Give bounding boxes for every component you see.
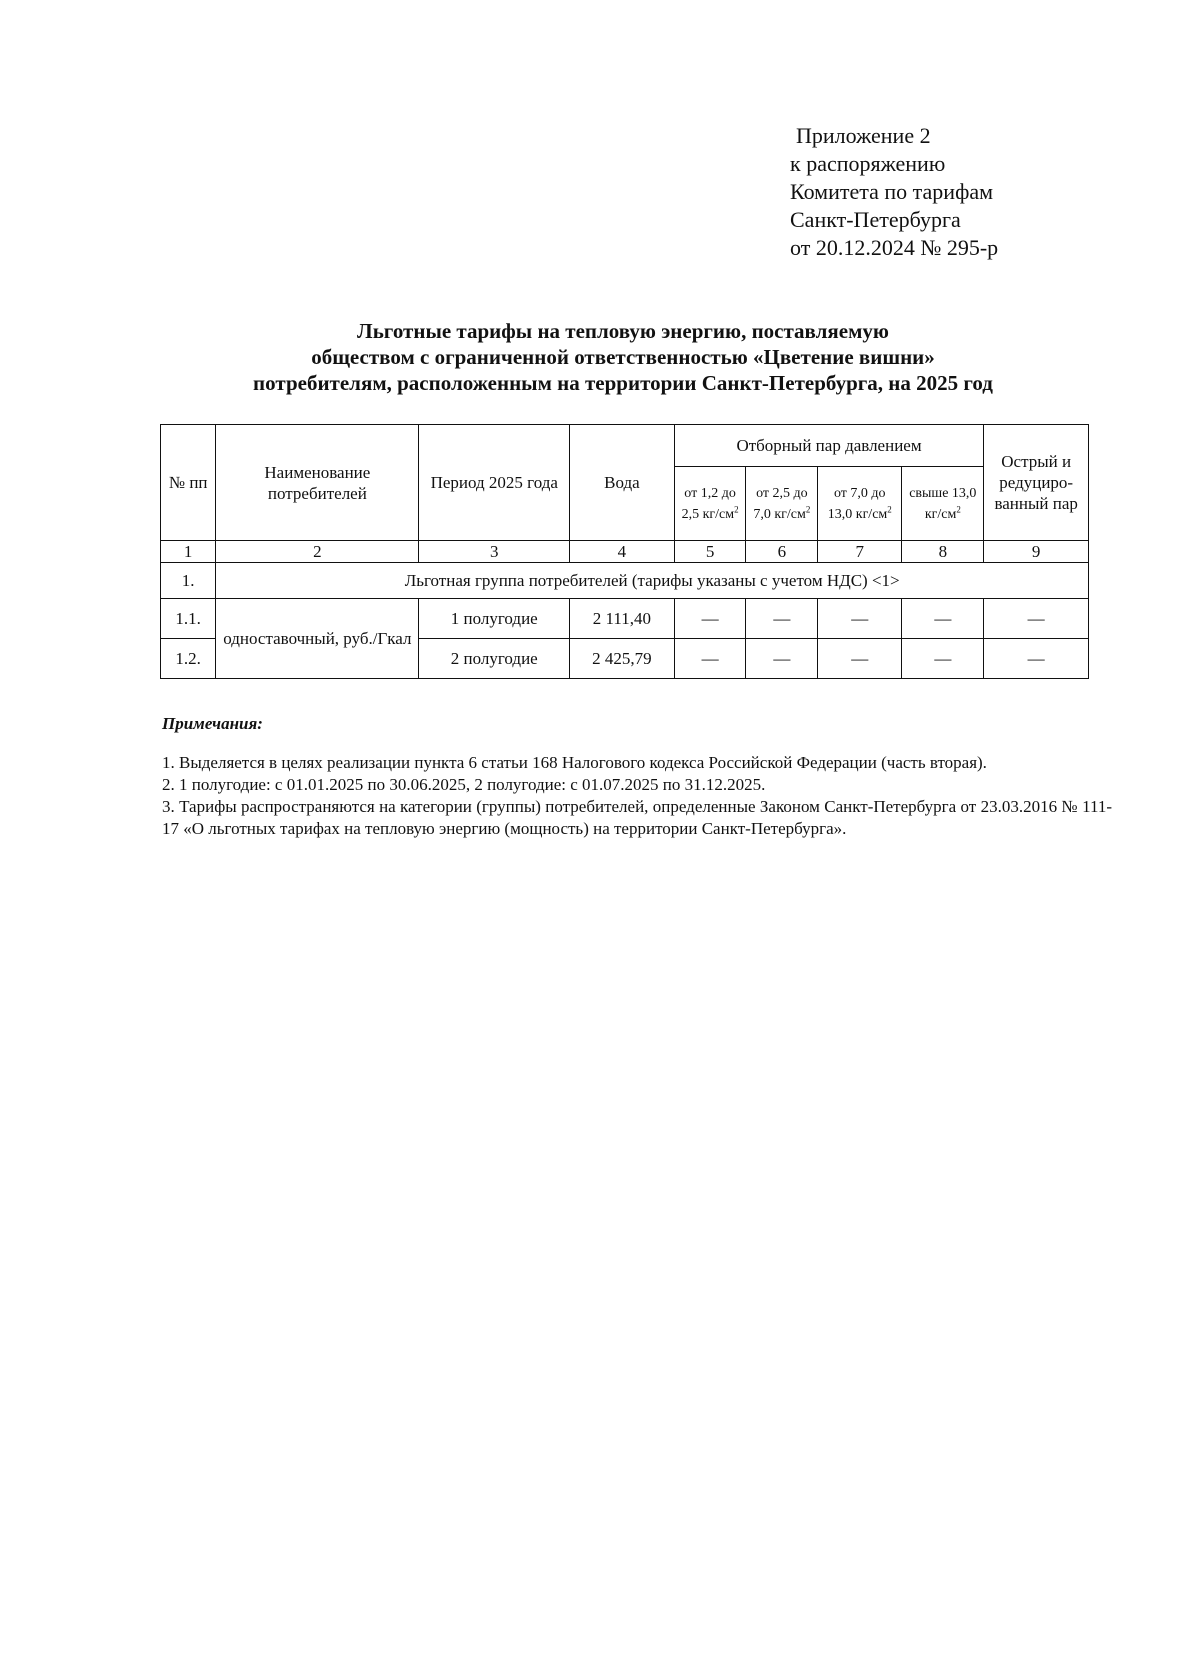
group-num: 1. <box>161 563 216 599</box>
document-title <box>150 318 1096 396</box>
row-num: 1.2. <box>161 639 216 679</box>
appendix-line: Приложение 2 <box>796 123 931 148</box>
header-steam-2: от 2,5 до 7,0 $кг/см^2$ <box>746 467 818 541</box>
header-water: Вода <box>570 425 675 541</box>
col-number: 5 <box>674 541 746 563</box>
appendix-line: к распоряжению <box>790 151 946 176</box>
note-item: 2. 1 полугодие: с 01.01.2025 по 30.06.2025, 2 полугодие: с 01.07.2025 по 31.12.2025. <box>162 775 766 794</box>
header-period: Период 2025 года <box>419 425 570 541</box>
col-number: 4 <box>570 541 675 563</box>
col-number: 7 <box>818 541 902 563</box>
header-num: № пп <box>161 425 216 541</box>
group-label: Льготная группа потребителей (тарифы указаны с учетом НДС) <1> <box>216 563 1089 599</box>
header-steam-4: свыше 13,0 $кг/см^2$ <box>902 467 984 541</box>
row-num: 1.1. <box>161 599 216 639</box>
row-sharp-steam: — <box>984 639 1089 679</box>
note-item: 1. Выделяется в целях реализации пункта 6 статьи 168 Налогового кодекса Российской Федерации (часть вторая). <box>162 753 987 772</box>
row-period: 1 полугодие <box>419 599 570 639</box>
header-steam-1: от 1,2 до 2,5 $кг/см^2$ <box>674 467 746 541</box>
row-steam-2: — <box>746 639 818 679</box>
appendix-line: от 20.12.2024 № 295-р <box>790 235 999 260</box>
appendix-block <box>790 122 998 262</box>
tariff-table <box>160 424 1089 679</box>
title-line: потребителям, расположенным на территории Санкт-Петербурга, на 2025 год <box>253 371 993 395</box>
appendix-line: Комитета по тарифам <box>790 179 994 204</box>
consumer-name: одноставочный, руб./Гкал <box>216 599 419 679</box>
notes-title: Примечания: <box>162 714 263 733</box>
row-steam-3: — <box>818 599 902 639</box>
row-steam-2: — <box>746 599 818 639</box>
row-water: 2 425,79 <box>570 639 675 679</box>
row-steam-1: — <box>674 599 746 639</box>
col-number: 9 <box>984 541 1089 563</box>
row-steam-1: — <box>674 639 746 679</box>
row-period: 2 полугодие <box>419 639 570 679</box>
title-line: Льготные тарифы на тепловую энергию, поставляемую <box>357 319 889 343</box>
row-water: 2 111,40 <box>570 599 675 639</box>
notes-list <box>162 752 1112 840</box>
col-number: 2 <box>216 541 419 563</box>
header-name: Наименование потребителей <box>216 425 419 541</box>
table-row <box>161 599 1089 639</box>
col-number: 1 <box>161 541 216 563</box>
title-line: обществом с ограниченной ответственностью «Цветение вишни» <box>311 345 935 369</box>
col-number: 8 <box>902 541 984 563</box>
appendix-line: Санкт-Петербурга <box>790 207 961 232</box>
row-sharp-steam: — <box>984 599 1089 639</box>
note-item: 3. Тарифы распространяются на категории (группы) потребителей, определенные Законом Санкт-Петербурга от 23.03.2016 № 111-17 «О льготных тарифах на тепловую энергию (мощность) на территории Санкт-Петербурга». <box>162 797 1112 838</box>
row-steam-3: — <box>818 639 902 679</box>
header-steam-group: Отборный пар давлением <box>674 425 984 467</box>
col-number: 3 <box>419 541 570 563</box>
header-sharp-steam: Острый и редуциро-ванный пар <box>984 425 1089 541</box>
row-steam-4: — <box>902 639 984 679</box>
header-steam-3: от 7,0 до 13,0 $кг/см^2$ <box>818 467 902 541</box>
col-number: 6 <box>746 541 818 563</box>
row-steam-4: — <box>902 599 984 639</box>
